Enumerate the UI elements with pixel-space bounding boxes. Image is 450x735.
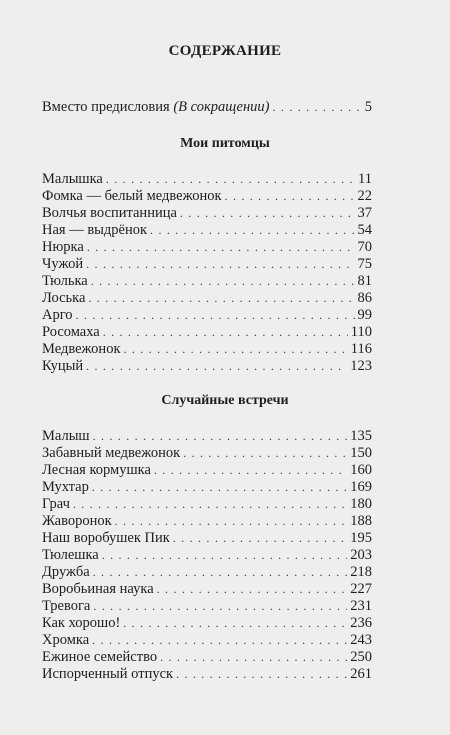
toc-entry [42, 221, 372, 239]
toc-entry [42, 563, 372, 581]
toc-entry [42, 512, 372, 530]
entry-title: Тюлька [42, 273, 88, 289]
preface-note: (В сокращении) [173, 99, 270, 115]
entry-page: 160 [350, 462, 372, 478]
toc-entry [42, 306, 372, 324]
dot-leader [160, 648, 347, 666]
section-heading-pets: Мои питомцы [180, 136, 270, 151]
toc-entry [42, 478, 372, 496]
entry-page: 5 [364, 99, 372, 115]
toc-entry [42, 323, 372, 341]
entry-title: Испорченный отпуск [42, 666, 174, 682]
entry-page: 236 [350, 615, 372, 631]
entry-title: Забавный медвежонок [42, 445, 181, 461]
toc-entry-preface [42, 98, 372, 116]
preface-title: Вместо предисловия [42, 99, 170, 115]
entry-title [42, 98, 270, 116]
entry-page: 116 [350, 341, 372, 357]
toc-entry [42, 289, 372, 307]
entry-title: Ная — выдрёнок [42, 222, 148, 238]
toc-entry [42, 340, 372, 358]
toc-entry [42, 357, 372, 375]
entry-page: 227 [350, 581, 372, 597]
dot-leader [225, 187, 355, 205]
toc-entry [42, 529, 372, 547]
entry-title: Дружба [42, 564, 90, 580]
entry-page: 188 [350, 513, 372, 529]
entry-title: Нюрка [42, 239, 84, 255]
toc-entry [42, 272, 372, 290]
entry-title: Тюлешка [42, 547, 99, 563]
entry-title: Ежиное семейство [42, 649, 158, 665]
entry-title: Малыш [42, 428, 90, 444]
dot-leader [93, 427, 348, 445]
entry-page: 250 [350, 649, 372, 665]
entry-title: Арго [42, 307, 73, 323]
entry-title: Лоська [42, 290, 86, 306]
toc-entry [42, 427, 372, 445]
entry-title: Мухтар [42, 479, 89, 495]
entry-title: Росомаха [42, 324, 100, 340]
dot-leader [103, 323, 348, 341]
dot-leader [76, 306, 355, 324]
entry-page: 11 [358, 171, 372, 187]
dot-leader [102, 546, 348, 564]
entry-page: 231 [350, 598, 372, 614]
entry-page: 135 [350, 428, 372, 444]
toc-entry [42, 546, 372, 564]
entry-page: 261 [350, 666, 372, 682]
dot-leader [87, 238, 355, 256]
dot-leader [93, 597, 347, 615]
toc-entry [42, 444, 372, 462]
dot-leader [157, 580, 348, 598]
dot-leader [154, 461, 347, 479]
dot-leader [92, 631, 347, 649]
dot-leader [176, 665, 347, 683]
entry-page: 243 [350, 632, 372, 648]
toc-entry [42, 631, 372, 649]
dot-leader [93, 563, 348, 581]
dot-leader [150, 221, 354, 239]
entry-title: Как хорошо! [42, 615, 121, 631]
entry-page: 169 [350, 479, 372, 495]
dot-leader [173, 529, 347, 547]
dot-leader [73, 495, 347, 513]
entry-page: 22 [357, 188, 372, 204]
entry-page: 180 [350, 496, 372, 512]
entry-title: Фомка — белый медвежонок [42, 188, 222, 204]
entry-title: Грач [42, 496, 70, 512]
toc-entry [42, 580, 372, 598]
dot-leader [86, 255, 354, 273]
dot-leader [273, 98, 362, 116]
toc-entry [42, 255, 372, 273]
contents-heading: СОДЕРЖАНИЕ [168, 43, 282, 59]
entry-title: Волчья воспитанница [42, 205, 177, 221]
entry-page: 37 [357, 205, 372, 221]
toc-entry [42, 238, 372, 256]
entry-title: Воробьиная наука [42, 581, 154, 597]
section-heading-encounters: Случайные встречи [161, 393, 289, 408]
dot-leader [123, 614, 347, 632]
entry-title: Тревога [42, 598, 91, 614]
dot-leader [123, 340, 347, 358]
entry-page: 218 [350, 564, 372, 580]
entry-page: 203 [350, 547, 372, 563]
entry-page: 86 [357, 290, 372, 306]
toc-entry [42, 614, 372, 632]
entry-title: Чужой [42, 256, 84, 272]
entry-title: Хромка [42, 632, 90, 648]
dot-leader [91, 272, 355, 290]
dot-leader [183, 444, 347, 462]
dot-leader [86, 357, 347, 375]
toc-entry [42, 170, 372, 188]
entry-title: Наш воробушек Пик [42, 530, 170, 546]
dot-leader [88, 289, 354, 307]
toc-entry [42, 187, 372, 205]
entry-title: Малышка [42, 171, 103, 187]
entry-page: 75 [357, 256, 372, 272]
entry-page: 99 [357, 307, 372, 323]
entry-page: 70 [357, 239, 372, 255]
entry-page: 195 [350, 530, 372, 546]
entry-page: 110 [350, 324, 372, 340]
entry-page: 81 [357, 273, 372, 289]
entry-title: Жаворонок [42, 513, 112, 529]
dot-leader [106, 170, 355, 188]
entry-title: Медвежонок [42, 341, 121, 357]
toc-entry [42, 461, 372, 479]
entry-page: 54 [357, 222, 372, 238]
toc-entry [42, 665, 372, 683]
toc-entry [42, 204, 372, 222]
toc-entry [42, 648, 372, 666]
dot-leader [92, 478, 347, 496]
toc-entry [42, 597, 372, 615]
toc-entry [42, 495, 372, 513]
dot-leader [180, 204, 355, 222]
entry-page: 123 [350, 358, 372, 374]
dot-leader [115, 512, 348, 530]
entry-title: Лесная кормушка [42, 462, 151, 478]
entry-page: 150 [350, 445, 372, 461]
entry-title: Куцый [42, 358, 84, 374]
